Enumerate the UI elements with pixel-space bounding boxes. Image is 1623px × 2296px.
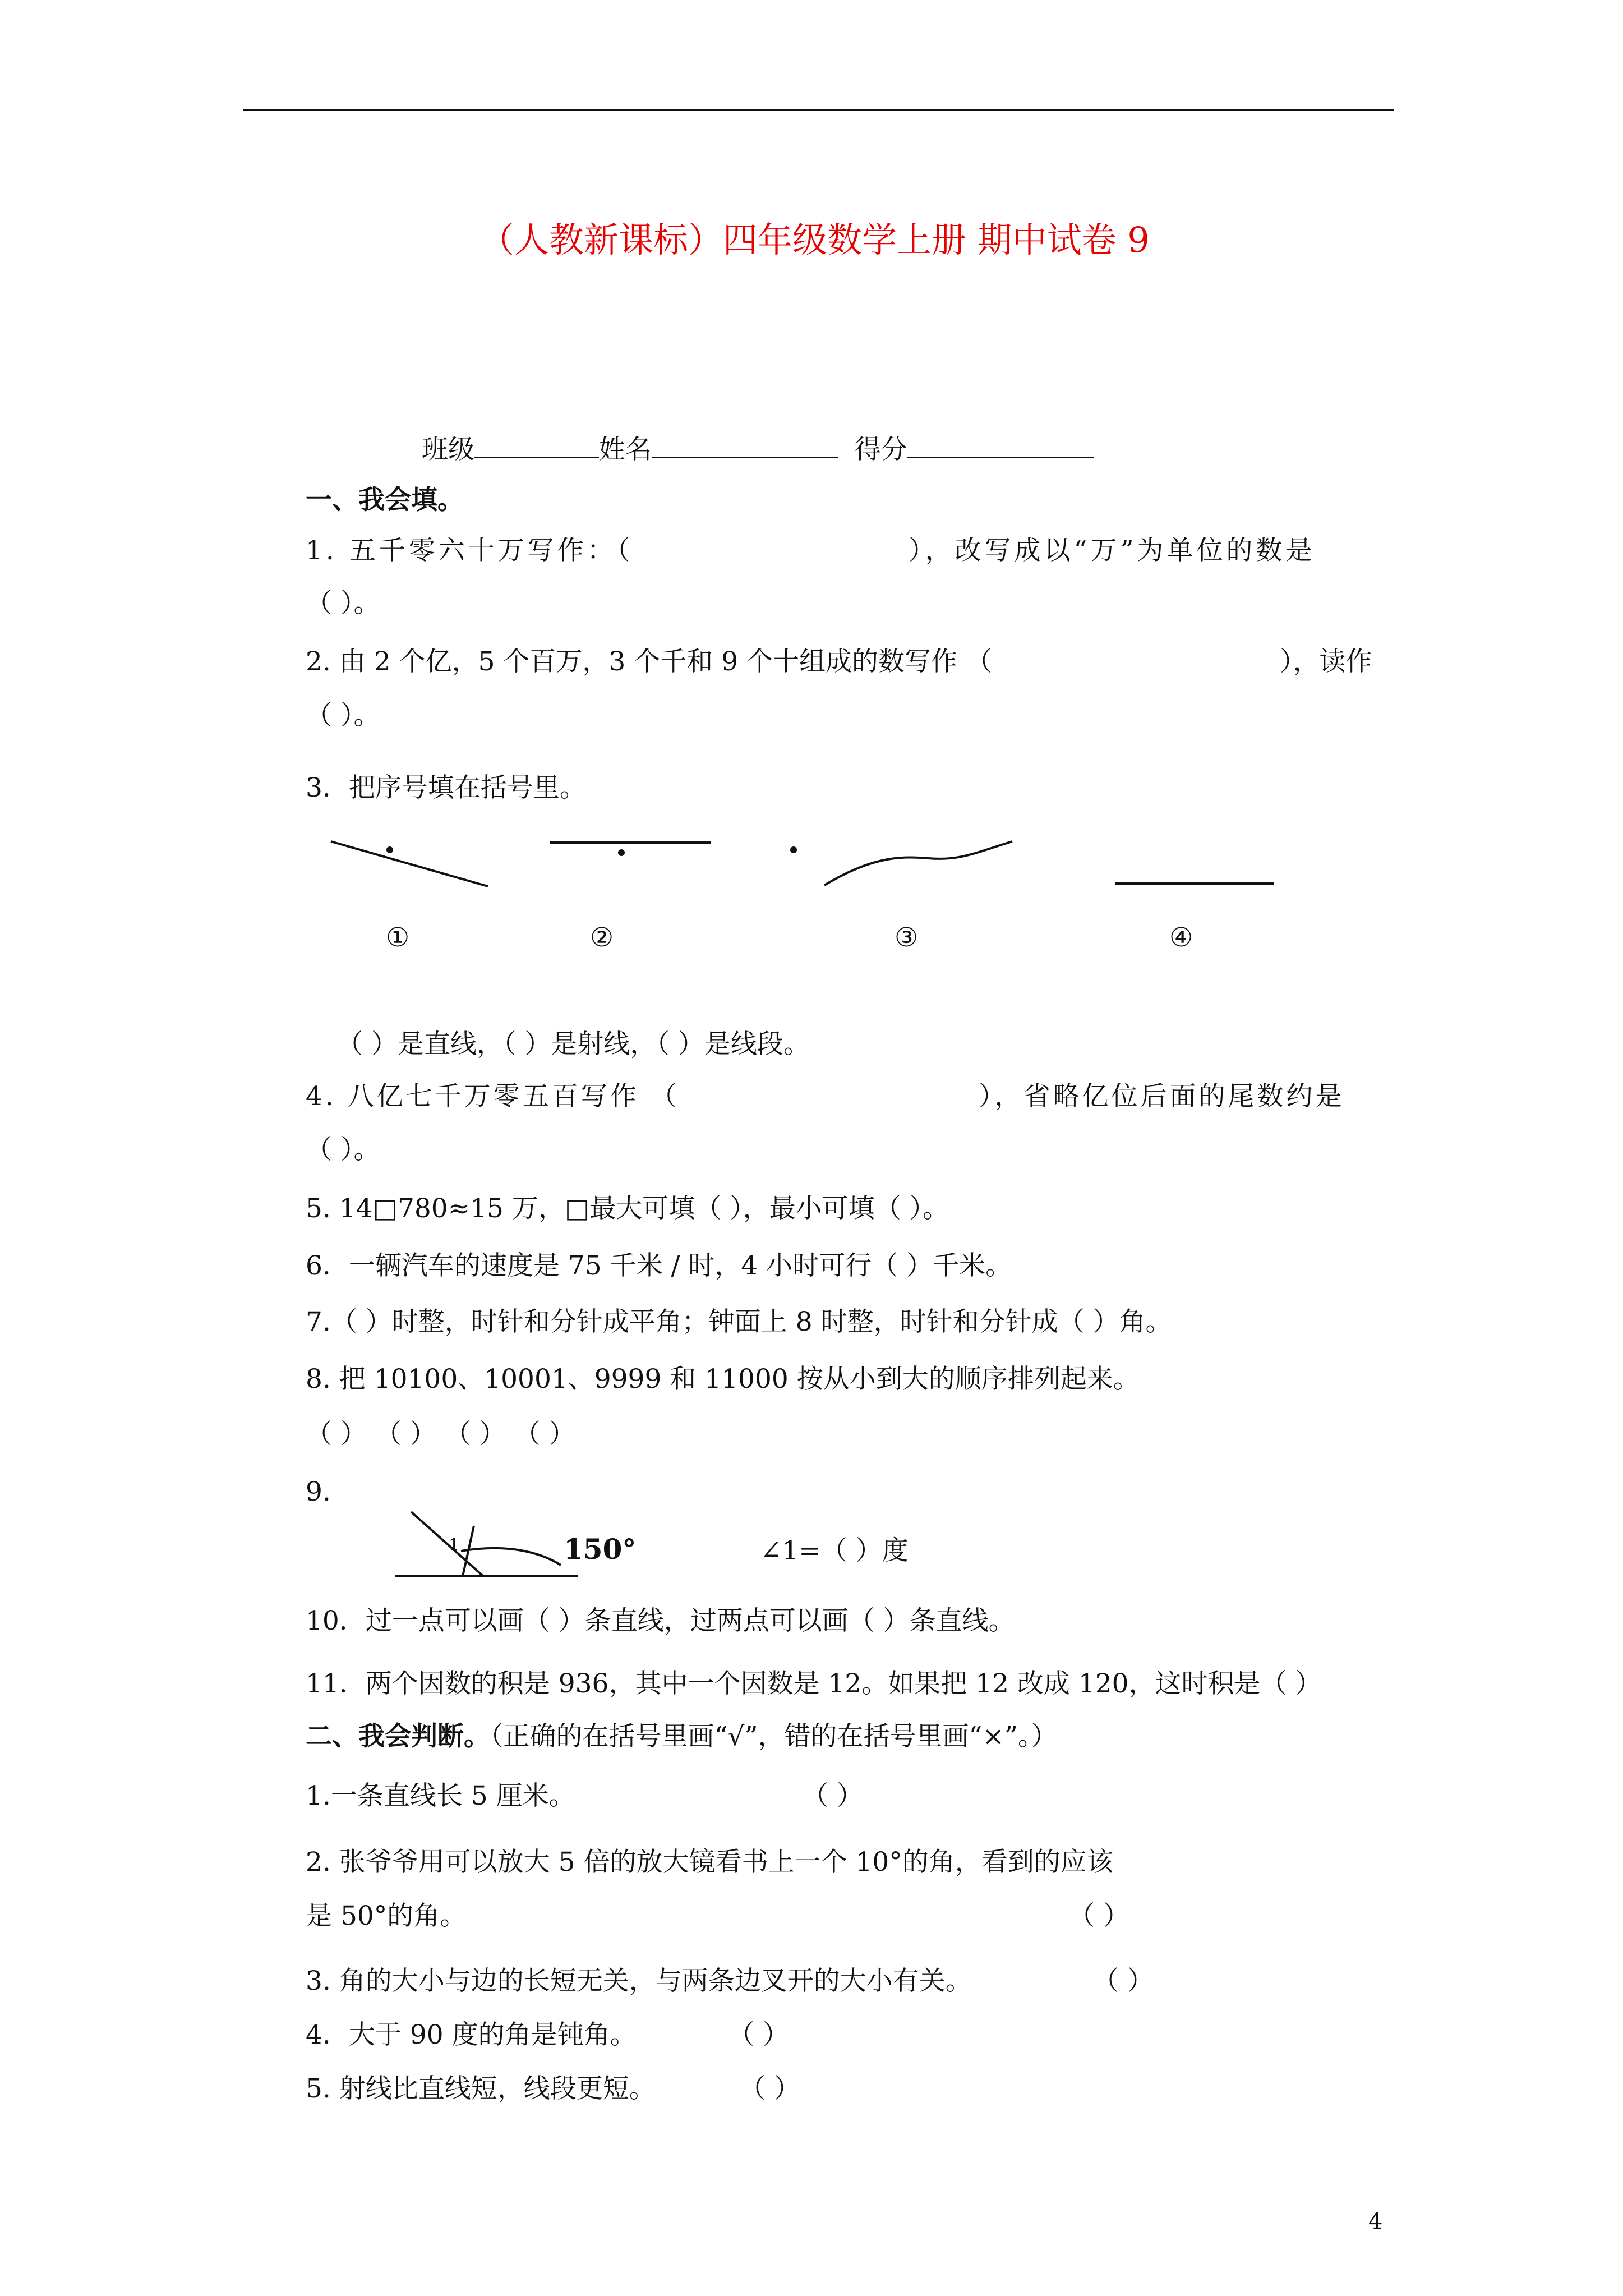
q10-text: 10．过一点可以画（ ）条直线，过两点可以画（ ）条直线。 [306, 1605, 1015, 1636]
q3-text: 3．把序号填在括号里。 [306, 772, 586, 803]
fig2-point [618, 849, 625, 856]
j4-paren[interactable]: （ ） [728, 2019, 789, 2050]
q1-line2: （ ）。 [306, 588, 380, 619]
fig2-label: ② [590, 922, 614, 953]
class-label: 班级 [422, 434, 474, 465]
q4-line1-part-b: ），省略亿位后面的尾数约是 [979, 1081, 1345, 1112]
j2-paren[interactable]: （ ） [1068, 1901, 1129, 1931]
q6-text: 6．一辆汽车的速度是 75 千米 / 时，4 小时可行（ ）千米。 [306, 1250, 1012, 1281]
score-label: 得分 [854, 434, 907, 465]
fig1-point [386, 846, 393, 853]
q4-line2: （ ）。 [306, 1134, 380, 1165]
section2-heading-instructions: （正确的在括号里画“√”，错的在括号里画“×”。） [490, 1721, 1058, 1752]
name-label: 姓名 [599, 434, 652, 465]
j4-text: 4．大于 90 度的角是钝角。 [306, 2019, 637, 2050]
q2-line1-part-a: 2. 由 2 个亿，5 个百万，3 个千和 9 个十组成的数写作 （ [306, 646, 992, 677]
fig3-curve [824, 841, 1012, 885]
q9-angle-arc [461, 1548, 561, 1565]
page-number: 4 [1368, 2208, 1383, 2234]
j1-text: 1.一条直线长 5 厘米。 [306, 1780, 575, 1811]
j3-text: 3. 角的大小与边的长短无关，与两条边叉开的大小有关。 [306, 1966, 972, 1996]
q8-text: 8. 把 10100、10001、9999 和 11000 按从小到大的顺序排列起来。 [306, 1364, 1140, 1395]
section1-heading: 一、我会填。 [306, 485, 464, 516]
section2-heading-bold: 二、我会判断。 [306, 1721, 490, 1752]
j2-line1: 2. 张爷爷用可以放大 5 倍的放大镜看书上一个 10°的角，看到的应该 [306, 1847, 1113, 1878]
j1-paren[interactable]: （ ） [802, 1780, 863, 1811]
q4-line1-part-a: 4. 八亿七千万零五百写作 （ [306, 1081, 680, 1112]
fig4-label: ④ [1169, 922, 1193, 953]
fig3-point [790, 846, 797, 853]
q9-angle-label: 1 [449, 1535, 460, 1555]
fig1-label: ① [386, 922, 410, 953]
j3-paren[interactable]: （ ） [1092, 1966, 1154, 1996]
q9-given-angle: 150° [564, 1533, 637, 1566]
page-title: （人教新课标）四年级数学上册 期中试卷 9 [479, 219, 1150, 260]
q1-line1-part-b: ），改写成以“万”为单位的数是 [909, 535, 1316, 566]
j5-paren[interactable]: （ ） [739, 2073, 800, 2104]
fig1-line [331, 841, 488, 886]
q3-answer: （ ）是直线，（ ）是射线，（ ）是线段。 [336, 1029, 810, 1060]
j2-line2: 是 50°的角。 [306, 1901, 467, 1931]
q1-line1-part-a: 1. 五千零六十万写作：（ [306, 535, 634, 566]
q8-blanks: （ ） （ ） （ ） （ ） [306, 1419, 575, 1450]
q9-answer: ∠1=（ ）度 [760, 1535, 909, 1566]
q5-text: 5. 14□780≈15 万，□最大可填（ ），最小可填（ ）。 [306, 1193, 949, 1224]
q2-line1-part-b: ），读作 [1280, 646, 1372, 677]
q2-line2: （ ）。 [306, 700, 380, 731]
q11-text: 11．两个因数的积是 936，其中一个因数是 12。如果把 12 改成 120，这时积是（ ） [306, 1668, 1322, 1699]
q9-ray-left [411, 1512, 483, 1576]
fig3-label: ③ [895, 922, 919, 953]
section2-heading [306, 1720, 1057, 1754]
j5-text: 5. 射线比直线短，线段更短。 [306, 2073, 656, 2104]
q9-number: 9. [306, 1476, 331, 1507]
q7-text: 7.（ ）时整，时针和分针成平角；钟面上 8 时整，时针和分针成（ ）角。 [306, 1306, 1172, 1337]
